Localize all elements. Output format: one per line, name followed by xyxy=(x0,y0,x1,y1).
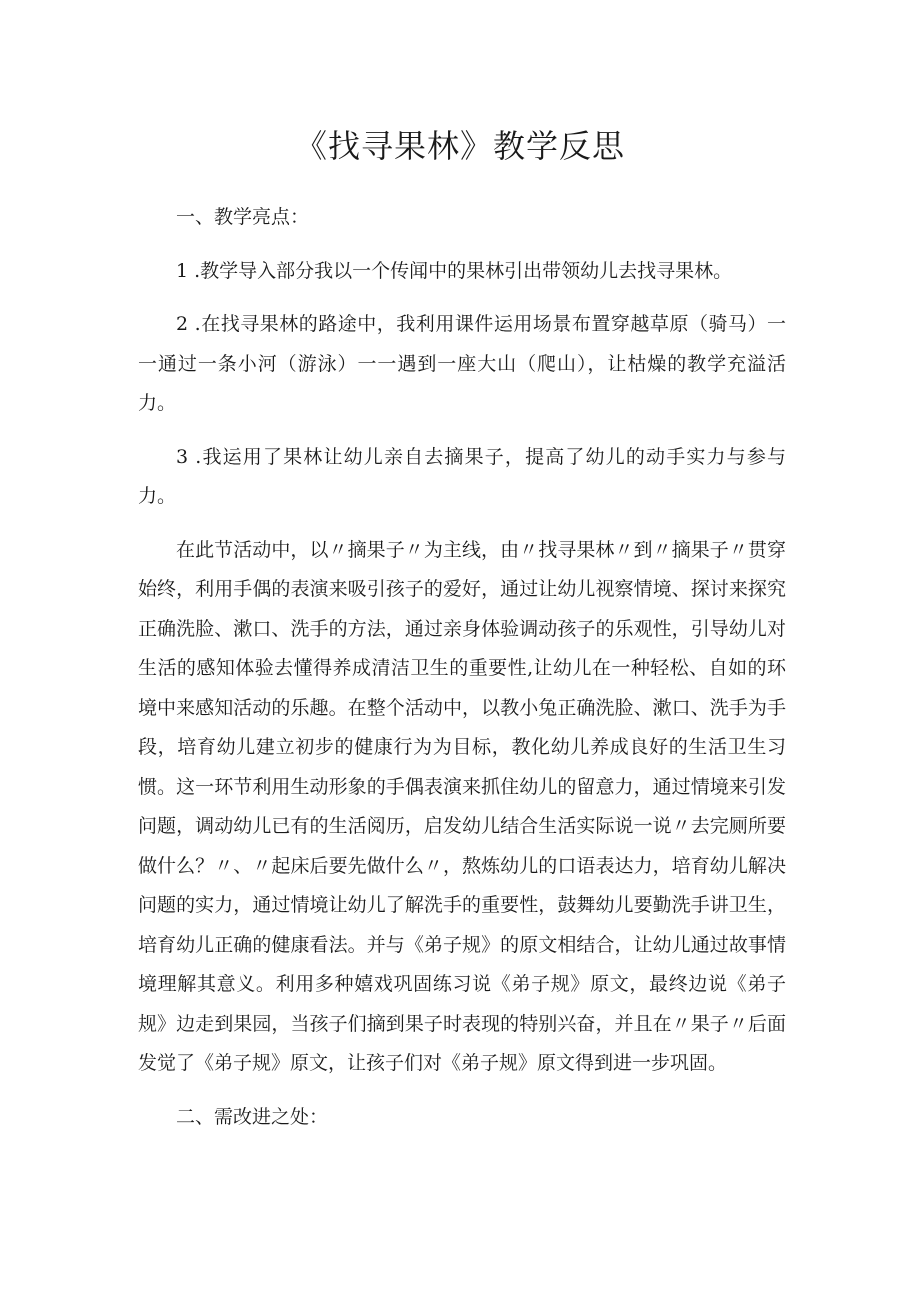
body-paragraph: 在此节活动中，以〃摘果子〃为主线，由〃找寻果林〃到〃摘果子〃贯穿始终，利用手偶的表演来吸引孩子的爱好，通过让幼儿视察情境、探讨来探究正确洗脸、漱口、洗手的方法，通过亲身体验调动孩子的乐观性，引导幼儿对生活的感知体验去懂得养成清洁卫生的重要性,让幼儿在一种轻松、自如的环境中来感知活动的乐趣。在整个活动中，以教小兔正确洗脸、漱口、洗手为手段，培育幼儿建立初步的健康行为为目标，教化幼儿养成良好的生活卫生习惯。这一环节利用生动形象的手偶表演来抓住幼儿的留意力，通过情境来引发问题，调动幼儿已有的生活阅历，启发幼儿结合生活实际说一说〃去完厕所要做什么？〃、〃起床后要先做什么〃，熬炼幼儿的口语表达力，培育幼儿解决问题的实力，通过情境让幼儿了解洗手的重要性，鼓舞幼儿要勤洗手讲卫生，培育幼儿正确的健康看法。并与《弟子规》的原文相结合，让幼儿通过故事情境理解其意义。利用多种嬉戏巩固练习说《弟子规》原文，最终边说《弟子规》边走到果园，当孩子们摘到果子时表现的特别兴奋，并且在〃果子〃后面发觉了《弟子规》原文，让孩子们对《弟子规》原文得到进一步巩固。 xyxy=(138,538,786,1074)
document-body xyxy=(138,198,786,1151)
list-item-2: 2 .在找寻果林的路途中，我利用课件运用场景布置穿越草原（骑马）一一通过一条小河（游泳）一一遇到一座大山（爬山），让枯燥的教学充溢活力。 xyxy=(138,313,786,414)
section-heading-highlights: 一、教学亮点： xyxy=(176,206,310,228)
section-heading-improvements: 二、需改进之处： xyxy=(176,1105,329,1128)
document-title: 《找寻果林》教学反思 xyxy=(294,127,625,165)
list-item-3: 3 .我运用了果林让幼儿亲自去摘果子，提高了幼儿的动手实力与参与力。 xyxy=(138,445,786,507)
list-item-1: 1 .教学导入部分我以一个传闻中的果林引出带领幼儿去找寻果林。 xyxy=(176,259,733,282)
